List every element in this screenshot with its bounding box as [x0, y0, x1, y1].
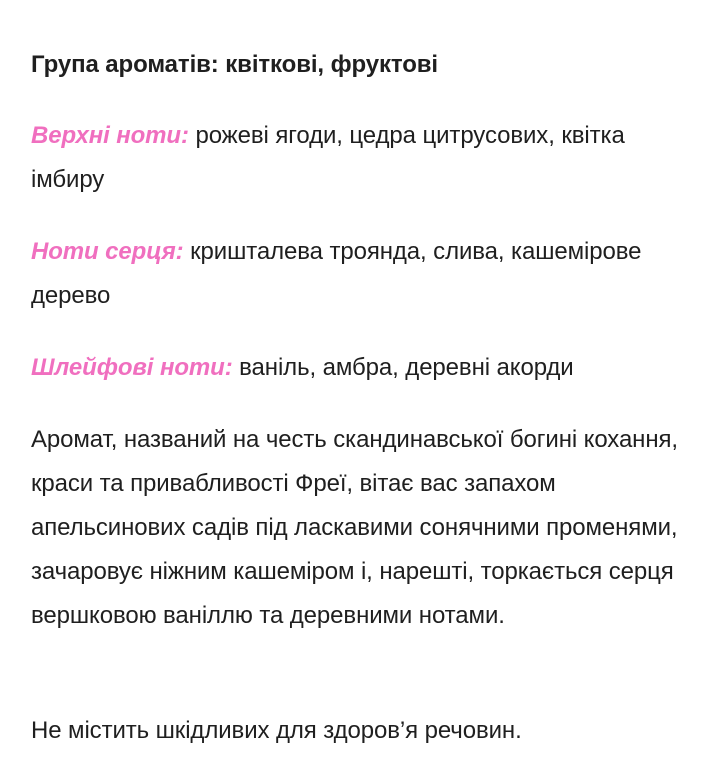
top-notes — [31, 114, 700, 202]
top-notes-label: Верхні ноти: — [31, 122, 189, 149]
aroma-description: Аромат, названий на честь скандинавської богині кохання, краси та привабливості Фреї, вітає вас запахом апельсинових садів під ласкавими сонячними променями, зачаровує ніжним кашеміром і, нарешті, торкається серця вершковою ваніллю та деревними нотами. — [31, 426, 678, 629]
heart-notes-label: Ноти серця: — [31, 238, 184, 265]
aroma-group: Група ароматів: квіткові, фруктові — [31, 51, 438, 78]
base-notes — [31, 346, 700, 390]
base-notes-label: Шлейфові ноти: — [31, 354, 233, 381]
safety-note: Не містить шкідливих для здоров’я речовин. — [31, 717, 522, 744]
heart-notes — [31, 230, 700, 318]
base-notes-value: ваніль, амбра, деревні акорди — [239, 354, 574, 381]
heart-notes-value: кришталева троянда, слива, кашемірове дерево — [31, 238, 642, 309]
top-notes-value: рожеві ягоди, цедра цитрусових, квітка імбиру — [31, 122, 625, 193]
